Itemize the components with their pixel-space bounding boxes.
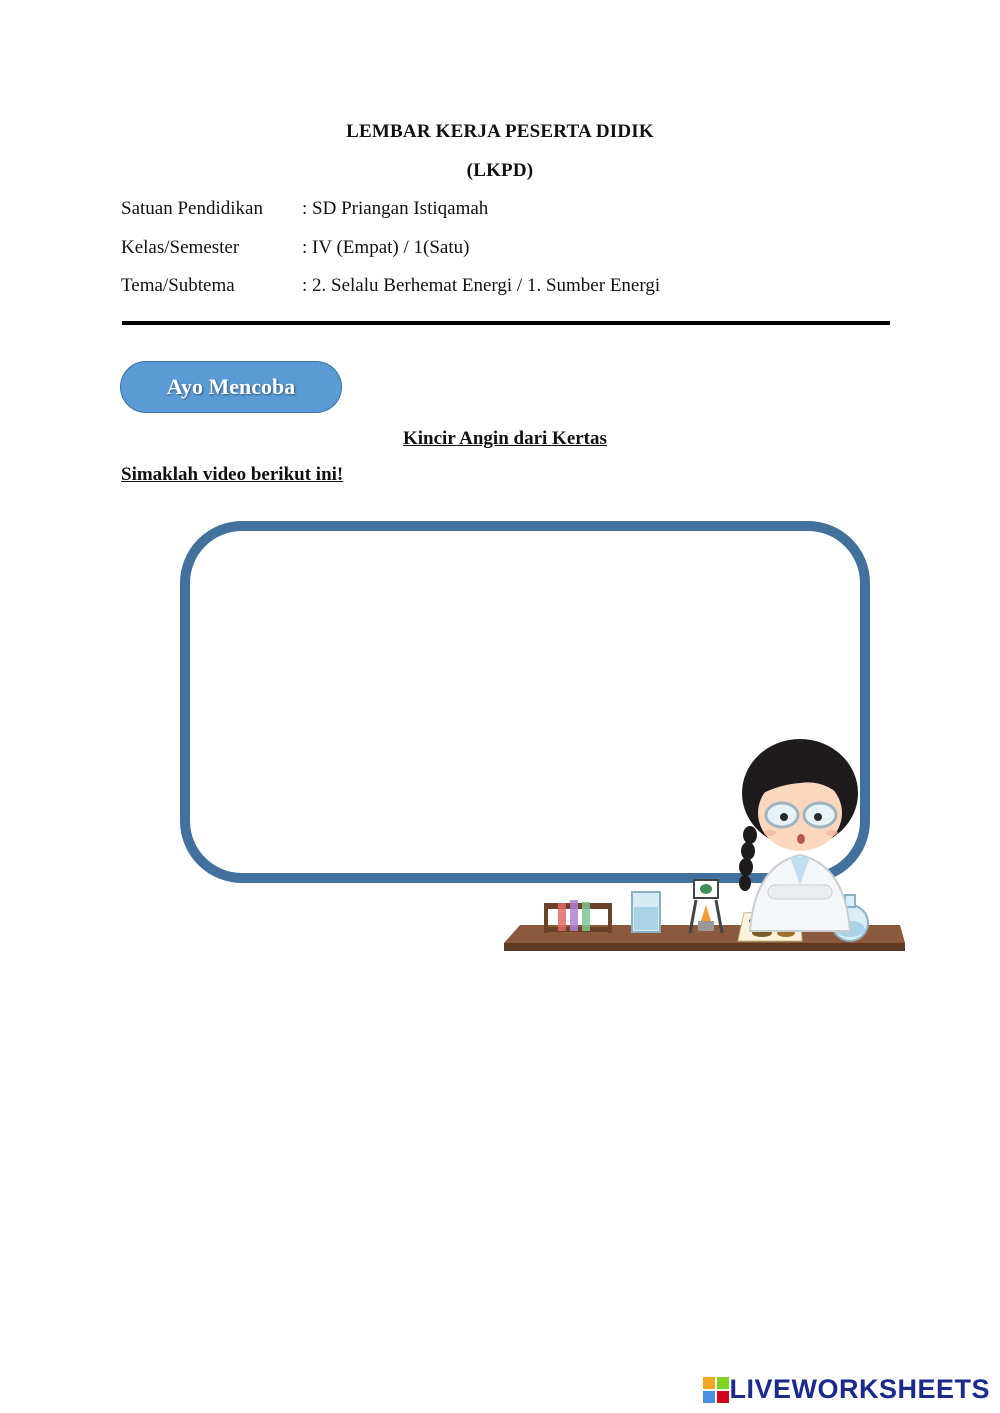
info-label-theme: Tema/Subtema bbox=[121, 275, 235, 296]
instruction-text: Simaklah video berikut ini! bbox=[121, 464, 344, 485]
info-label-school: Satuan Pendidikan bbox=[121, 198, 263, 219]
brand-name: LIVEWORKSHEETS bbox=[729, 1374, 990, 1404]
brand-footer[interactable] bbox=[703, 1374, 990, 1405]
info-value-school: : SD Priangan Istiqamah bbox=[302, 198, 489, 219]
header-divider bbox=[122, 321, 890, 325]
worksheet-subtitle: (LKPD) bbox=[466, 160, 534, 181]
scientist-girl-lab-icon bbox=[500, 735, 910, 955]
worksheet-title: LEMBAR KERJA PESERTA DIDIK bbox=[346, 121, 654, 142]
info-label-class: Kelas/Semester bbox=[121, 237, 240, 258]
info-value-class: : IV (Empat) / 1(Satu) bbox=[302, 237, 470, 258]
liveworksheets-logo-icon bbox=[703, 1377, 729, 1403]
section-badge: Ayo Mencoba bbox=[120, 361, 342, 413]
activity-title: Kincir Angin dari Kertas bbox=[403, 428, 607, 449]
info-value-theme: : 2. Selalu Berhemat Energi / 1. Sumber Energi bbox=[302, 275, 661, 296]
